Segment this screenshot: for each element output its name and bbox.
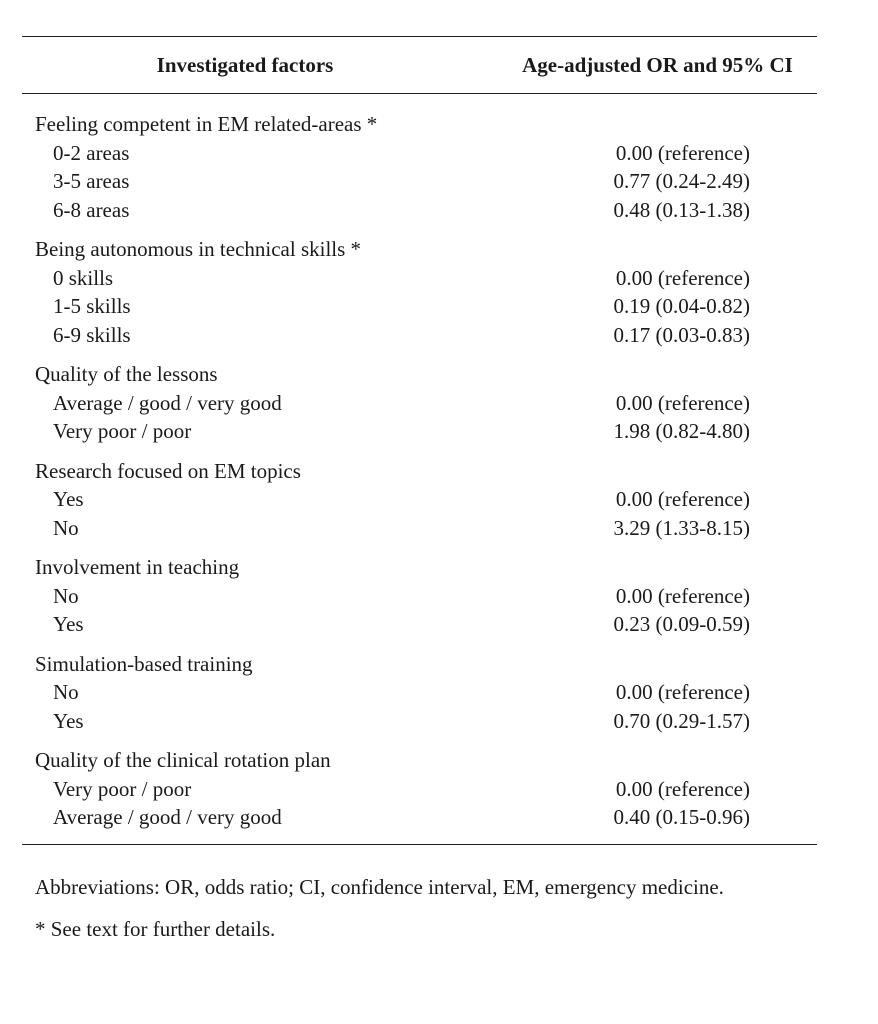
table-row: [22, 707, 817, 736]
table-header: [22, 37, 817, 93]
odds-ratio-value: 0.40 (0.15-0.96): [613, 805, 750, 829]
table-row: [22, 167, 817, 196]
level-label: Yes: [53, 612, 84, 636]
table-row: [22, 610, 817, 639]
factor-title-row: [22, 650, 817, 679]
odds-ratio-value: 0.00 (reference): [615, 487, 750, 511]
table-row: [22, 389, 817, 418]
factor-group: [22, 235, 817, 349]
level-label: 0 skills: [53, 265, 114, 290]
table-row: [22, 139, 817, 168]
level-label: Very poor / poor: [53, 776, 192, 801]
factor-group: [22, 110, 817, 224]
level-label: 3-5 areas: [53, 169, 130, 193]
odds-ratio-value: 0.19 (0.04-0.82): [613, 294, 750, 318]
odds-ratio-value: 0.48 (0.13-1.38): [613, 197, 750, 222]
table-row: [22, 321, 817, 350]
factor-group: [22, 457, 817, 543]
level-label: Yes: [53, 487, 84, 511]
odds-ratio-value: 0.00 (reference): [615, 265, 750, 290]
factor-title-row: [22, 457, 817, 486]
level-label: Very poor / poor: [53, 419, 192, 443]
bottom-rule: [22, 844, 817, 845]
level-label: Average / good / very good: [53, 805, 282, 829]
factor-group: [22, 360, 817, 446]
factor-title: Simulation-based training: [35, 651, 253, 676]
level-label: 1-5 skills: [53, 294, 131, 318]
table-body: [22, 94, 817, 844]
factor-title: Feeling competent in EM related-areas *: [35, 112, 378, 136]
level-label: 6-9 skills: [53, 322, 131, 347]
odds-ratio-value: 0.17 (0.03-0.83): [613, 322, 750, 347]
level-label: No: [53, 515, 79, 540]
factor-group: [22, 553, 817, 639]
table-row: [22, 514, 817, 543]
level-label: 6-8 areas: [53, 197, 130, 222]
table-row: [22, 775, 817, 804]
factor-title-row: [22, 110, 817, 139]
odds-ratio-value: 0.23 (0.09-0.59): [613, 612, 750, 636]
odds-ratio-value: 3.29 (1.33-8.15): [613, 515, 750, 540]
factor-title: Involvement in teaching: [35, 555, 240, 579]
factor-group: [22, 650, 817, 736]
odds-ratio-value: 0.77 (0.24-2.49): [613, 169, 750, 193]
factor-title-row: [22, 360, 817, 389]
odds-ratio-value: 0.00 (reference): [615, 390, 750, 415]
level-label: No: [53, 680, 79, 704]
header-odds-ratio: Age-adjusted OR and 95% CI: [522, 52, 793, 77]
table-row: [22, 417, 817, 446]
level-label: Yes: [53, 708, 84, 733]
abbreviations-note: Abbreviations: OR, odds ratio; CI, confidence interval, EM, emergency medicine.: [35, 875, 724, 899]
factor-title-row: [22, 553, 817, 582]
table-row: [22, 264, 817, 293]
footnote: * See text for further details.: [35, 917, 276, 941]
odds-ratio-value: 0.70 (0.29-1.57): [613, 708, 750, 733]
odds-ratio-value: 0.00 (reference): [615, 776, 750, 801]
factor-group: [22, 746, 817, 832]
odds-ratio-value: 0.00 (reference): [615, 583, 750, 608]
results-table: [22, 36, 817, 845]
odds-ratio-value: 1.98 (0.82-4.80): [613, 419, 750, 443]
factor-title-row: [22, 235, 817, 264]
table-notes: [35, 874, 795, 943]
factor-title: Research focused on EM topics: [35, 458, 301, 483]
table-row: [22, 678, 817, 707]
factor-title: Being autonomous in technical skills *: [35, 237, 362, 261]
factor-title: Quality of the lessons: [35, 362, 218, 386]
level-label: No: [53, 583, 79, 608]
table-row: [22, 582, 817, 611]
table-row: [22, 803, 817, 832]
table-row: [22, 292, 817, 321]
factor-title-row: [22, 746, 817, 775]
header-investigated-factors: Investigated factors: [156, 52, 334, 77]
level-label: Average / good / very good: [53, 390, 282, 415]
level-label: 0-2 areas: [53, 140, 130, 165]
odds-ratio-value: 0.00 (reference): [615, 680, 750, 704]
odds-ratio-value: 0.00 (reference): [615, 140, 750, 165]
factor-title: Quality of the clinical rotation plan: [35, 748, 331, 772]
table-row: [22, 196, 817, 225]
table-row: [22, 485, 817, 514]
